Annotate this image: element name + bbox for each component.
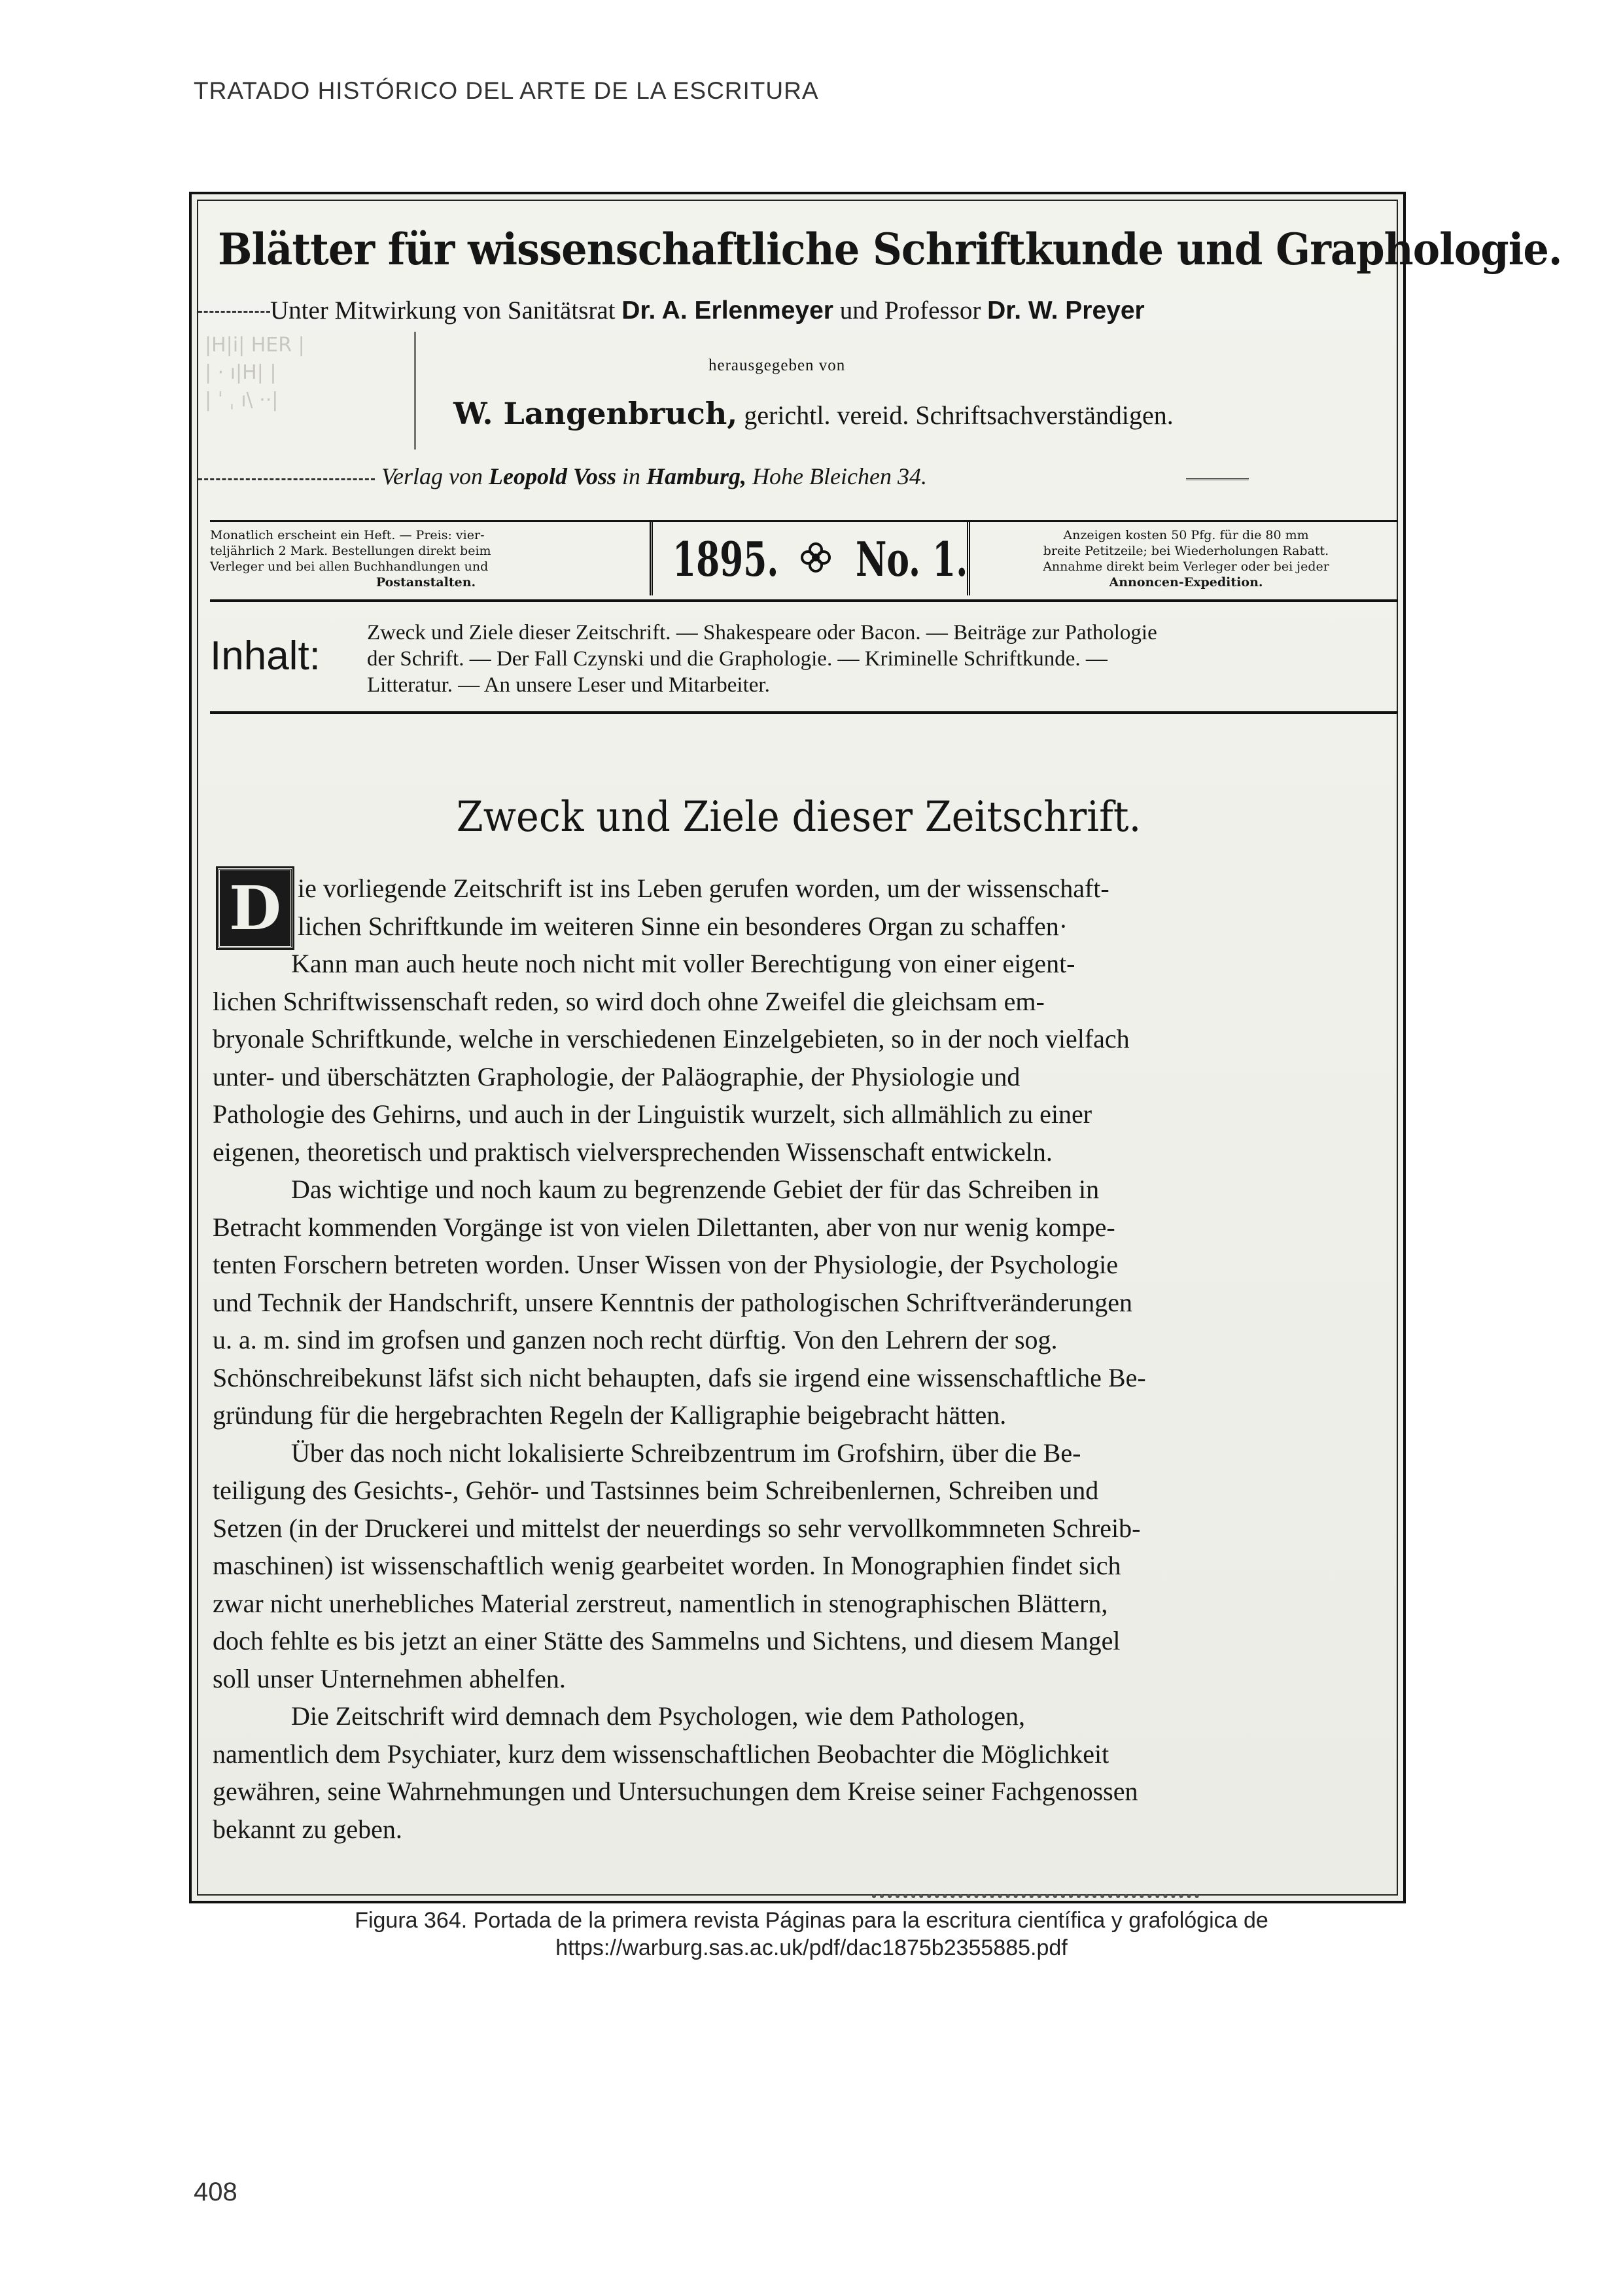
- article-line: gewähren, seine Wahrnehmungen und Untersuchungen dem Kreise seiner Fachgenossen: [213, 1776, 1138, 1806]
- rosette-icon: [800, 542, 831, 573]
- article-line: teiligung des Gesichts-, Gehör- und Tastsinnes beim Schreibenlernen, Schreiben und: [213, 1475, 1099, 1505]
- publisher-rule-right: [1186, 478, 1249, 480]
- issue-number-box: [650, 522, 970, 595]
- subscription-line: Postanstalten.: [375, 575, 476, 590]
- contributor-preyer: Dr. W. Preyer: [987, 296, 1145, 325]
- article-line: u. a. m. sind im grofsen und ganzen noch recht dürftig. Von den Lehrern der sog.: [213, 1325, 1058, 1354]
- advertising-line: breite Petitzeile; bei Wiederholungen Rabatt.: [1043, 544, 1329, 558]
- contents-line: Litteratur. — An unsere Leser und Mitarbeiter.: [367, 673, 770, 697]
- caption-text: Figura 364. Portada de la primera revista Páginas para la escritura científica y grafológica de: [355, 1908, 1268, 1933]
- article-line: Schönschreibekunst läfst sich nicht behaupten, dafs sie irgend eine wissenschaftliche Be-: [213, 1362, 1146, 1392]
- issue-number: No. 1.: [856, 531, 968, 587]
- masthead-title: Blätter für wissenschaftliche Schriftkunde und Graphologie.: [218, 224, 1562, 275]
- contributors-line: [270, 296, 1145, 325]
- article-line: und Technik der Handschrift, unsere Kenntnis der pathologischen Schriftveränderungen: [213, 1287, 1133, 1317]
- article-line: soll unser Unternehmen abhelfen.: [213, 1663, 566, 1693]
- contributors-prefix: Unter Mitwirkung von Sanitätsrat: [270, 296, 622, 325]
- article-line: gründung für die hergebrachten Regeln der Kalligraphie beigebracht hätten.: [213, 1400, 1007, 1430]
- editor-label: herausgegeben von: [708, 357, 846, 374]
- article-line: Betracht kommenden Vorgänge ist von vielen Dilettanten, aber von nur wenig kompe-: [213, 1212, 1115, 1242]
- contents-line: der Schrift. — Der Fall Czynski und die Graphologie. — Kriminelle Schriftkunde. —: [367, 647, 1108, 671]
- article-line: ie vorliegende Zeitschrift ist ins Leben gerufen worden, um der wissenschaft-: [298, 874, 1109, 903]
- article-line: tenten Forschern betreten worden. Unser Wissen von der Physiologie, der Psychologie: [213, 1250, 1119, 1279]
- article-line: bryonale Schriftkunde, welche in verschiedenen Einzelgebieten, so in der noch vielfach: [213, 1024, 1130, 1053]
- article-line: Setzen (in der Druckerei und mittelst der neuerdings so sehr vervollkommneten Schreib-: [213, 1513, 1141, 1543]
- journal-cover-image: [189, 192, 1562, 1903]
- dashed-rule: [198, 311, 270, 313]
- publisher-city: Hamburg,: [646, 463, 747, 489]
- article-line: unter- und überschätzten Graphologie, der Paläographie, der Physiologie und: [213, 1061, 1021, 1091]
- article-headline: Zweck und Ziele dieser Zeitschrift.: [456, 793, 1142, 841]
- publisher-rule-left: [198, 478, 375, 480]
- figure-caption: [0, 1907, 1623, 1962]
- cropped-footer-remnant: [872, 1894, 1199, 1906]
- advertising-info: [977, 527, 1395, 590]
- article-line: bekannt zu geben.: [213, 1814, 402, 1844]
- advertising-line: Annoncen-Expedition.: [1109, 575, 1263, 590]
- page-number: 408: [194, 2178, 237, 2206]
- issue-year: 1895.: [672, 531, 779, 587]
- article-line: maschinen) ist wissenschaftlich wenig gearbeitet worden. In Monographien findet sich: [213, 1551, 1121, 1580]
- article-line: lichen Schriftwissenschaft reden, so wird doch ohne Zweifel die gleichsam em-: [213, 986, 1045, 1016]
- article-line: doch fehlte es bis jetzt an einer Stätte des Sammelns und Sichtens, und diesem Mangel: [213, 1626, 1121, 1655]
- publisher-prefix: Verlag von: [381, 463, 489, 489]
- publisher-joiner: in: [616, 463, 646, 489]
- contents-line: Zweck und Ziele dieser Zeitschrift. — Shakespeare oder Bacon. — Beiträge zur Pathologie: [367, 621, 1157, 645]
- contributor-erlenmeyer: Dr. A. Erlenmeyer: [621, 296, 833, 325]
- contents-label: Inhalt:: [210, 633, 321, 679]
- article-line: Das wichtige und noch kaum zu begrenzende Gebiet der für das Schreiben in: [291, 1174, 1100, 1204]
- issue-info-row: [210, 520, 1398, 602]
- editor-name: W. Langenbruch,: [453, 396, 738, 431]
- dropcap-initial: D: [218, 868, 292, 948]
- subscription-line: teljährlich 2 Mark. Bestellungen direkt beim: [210, 544, 491, 558]
- journal-cover-page: [197, 200, 1562, 1896]
- advertising-line: Annahme direkt beim Verleger oder bei jeder: [1043, 559, 1329, 574]
- subscription-line: Verleger und bei allen Buchhandlungen und: [210, 559, 489, 574]
- article-line: namentlich dem Psychiater, kurz dem wissenschaftlichen Beobachter die Möglichkeit: [213, 1739, 1109, 1769]
- contents-list: [367, 620, 1394, 698]
- article-line: zwar nicht unerhebliches Material zerstreut, namentlich in stenographischen Blättern,: [213, 1588, 1108, 1618]
- publisher-name: Leopold Voss: [488, 463, 616, 489]
- article-line: lichen Schriftkunde im weiteren Sinne ein besonderes Organ zu schaffen·: [298, 911, 1068, 941]
- contributors-joiner: und Professor: [833, 296, 988, 325]
- library-stamp: |H|i| HER | | · ı|H| | | ˈ ˌ ı\ ··|: [205, 332, 416, 450]
- article-line: Pathologie des Gehirns, und auch in der Linguistik wurzelt, sich allmählich zu einer: [213, 1099, 1092, 1129]
- caption-source-url: https://warburg.sas.ac.uk/pdf/dac1875b2355885.pdf: [555, 1935, 1068, 1960]
- article-line: eigenen, theoretisch und praktisch vielversprechenden Wissenschaft entwickeln.: [213, 1137, 1053, 1167]
- advertising-line: Anzeigen kosten 50 Pfg. für die 80 mm: [1063, 528, 1309, 542]
- publisher-address: Hohe Bleichen 34.: [746, 463, 927, 489]
- editor-title: gerichtl. vereid. Schriftsachverständigen.: [737, 400, 1174, 430]
- publisher-line: [381, 463, 927, 490]
- article-line: Kann man auch heute noch nicht mit voller Berechtigung von einer eigent-: [291, 949, 1075, 978]
- subscription-line: Monatlich erscheint ein Heft. — Preis: vier-: [210, 528, 485, 542]
- running-head: TRATADO HISTÓRICO DEL ARTE DE LA ESCRITURA: [194, 77, 819, 104]
- article-line: Die Zeitschrift wird demnach dem Psychologen, wie dem Pathologen,: [291, 1701, 1025, 1731]
- contents-divider: [210, 711, 1398, 714]
- subscription-info: [210, 527, 642, 590]
- article-line: Über das noch nicht lokalisierte Schreibzentrum im Grofshirn, über die Be-: [291, 1438, 1081, 1468]
- editor-line: [453, 396, 1174, 431]
- article-body: [213, 870, 1395, 1848]
